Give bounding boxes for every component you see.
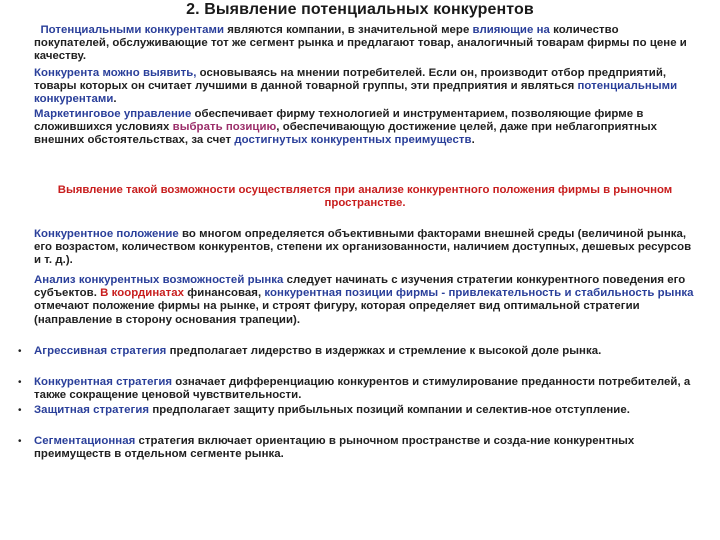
term-competitive-advantages: достигнутых конкурентных преимуществ (234, 134, 472, 147)
term-aggressive-strategy: Агрессивная стратегия (34, 345, 167, 357)
term-competitive-position: Конкурентное положение (34, 228, 179, 240)
bullet-marker: • (18, 346, 22, 357)
list-item: Защитная стратегия предполагает защиту прибыльных позиций компании и селектив-ное отступление. (34, 404, 630, 416)
paragraph-competitive-position: Конкурентное положение во многом определяется объективными факторами внешней среды (величиной рынка, его возрастом, количеством конкурентов, степени их организованности, наличием доступных, дешевых ресурсов и т. д.). (34, 228, 692, 267)
term-competitive-strategy: Конкурентная стратегия (34, 376, 173, 388)
term-potential-competitors: Потенциальными конкурентами (40, 24, 225, 36)
paragraph-identify-competitor: Конкурента можно выявить, основываясь на мнении потребителей. Если он, производит отбор предприятий, товары которых он считает лучшими в данной товарной группы, эти предприятия и являться потенциальными конкурентами. (34, 67, 678, 106)
paragraph-market-analysis: Анализ конкурентных возможностей рынка следует начинать с изучения стратегии конкурентного поведения его субъектов. В координатах финансовая, конкурентная позиции фирмы - привлекательность и стабильность рынка отмечают положение фирмы на рынке, и строят фигуру, которая определяет вид оптимальной стратегии (направление в сторону основания трапеции). (34, 274, 694, 326)
term-potential-competitors-2: потенциальными конкурентами (34, 80, 678, 106)
page-title: 2. Выявление потенциальных конкурентов (186, 1, 534, 18)
term-influencing: влияющие на (472, 24, 550, 36)
term-market-analysis: Анализ конкурентных возможностей рынка (34, 274, 284, 286)
bullet-marker: • (18, 436, 22, 447)
term-segmentation-strategy: Сегментационная (34, 435, 136, 447)
term-marketing-management: Маркетинговое управление (34, 108, 192, 120)
list-item: Сегментационная стратегия включает ориентацию в рыночном пространстве и созда-ние конкурентных преимуществ в отдельном сегменте рынка. (34, 435, 635, 461)
paragraph-potential-competitors: Потенциальными конкурентами являются компании, в значительной мере влияющие на количество покупателей, обслуживающие тот же сегмент рынка и предлагают товар, аналогичный товарам фирмы по цене и качеству. (34, 24, 687, 63)
list-item: Конкурентная стратегия означает дифференциацию конкурентов и стимулирование преданности потребителей, а также сокращение ценовой чувствительности. (34, 376, 691, 402)
term-identify-competitor: Конкурента можно выявить, (34, 67, 197, 79)
term-coordinates: В координатах (100, 287, 185, 300)
list-item: Агрессивная стратегия предполагает лидерство в издержках и стремление к высокой доле рынка. (34, 345, 602, 357)
bullet-marker: • (18, 405, 22, 416)
term-competitive-positions: конкурентная позиции фирмы - привлекательность и стабильность рынка (264, 287, 694, 300)
center-note: Выявление такой возможности осуществляется при анализе конкурентного положения фирмы в рыночном пространстве. (57, 184, 673, 210)
term-defensive-strategy: Защитная стратегия (34, 404, 150, 416)
bullet-marker: • (18, 377, 22, 388)
term-choose-position: выбрать позицию (172, 121, 277, 134)
paragraph-marketing-management: Маркетинговое управление обеспечивает фирму технологией и инструментарием, позволяющие фирме в сложившихся условиях выбрать позицию, обеспечивающую достижение целей, даже при неблагоприятных внешних обстоятельствах, за счет достигнутых конкурентных преимуществ. (34, 108, 657, 147)
